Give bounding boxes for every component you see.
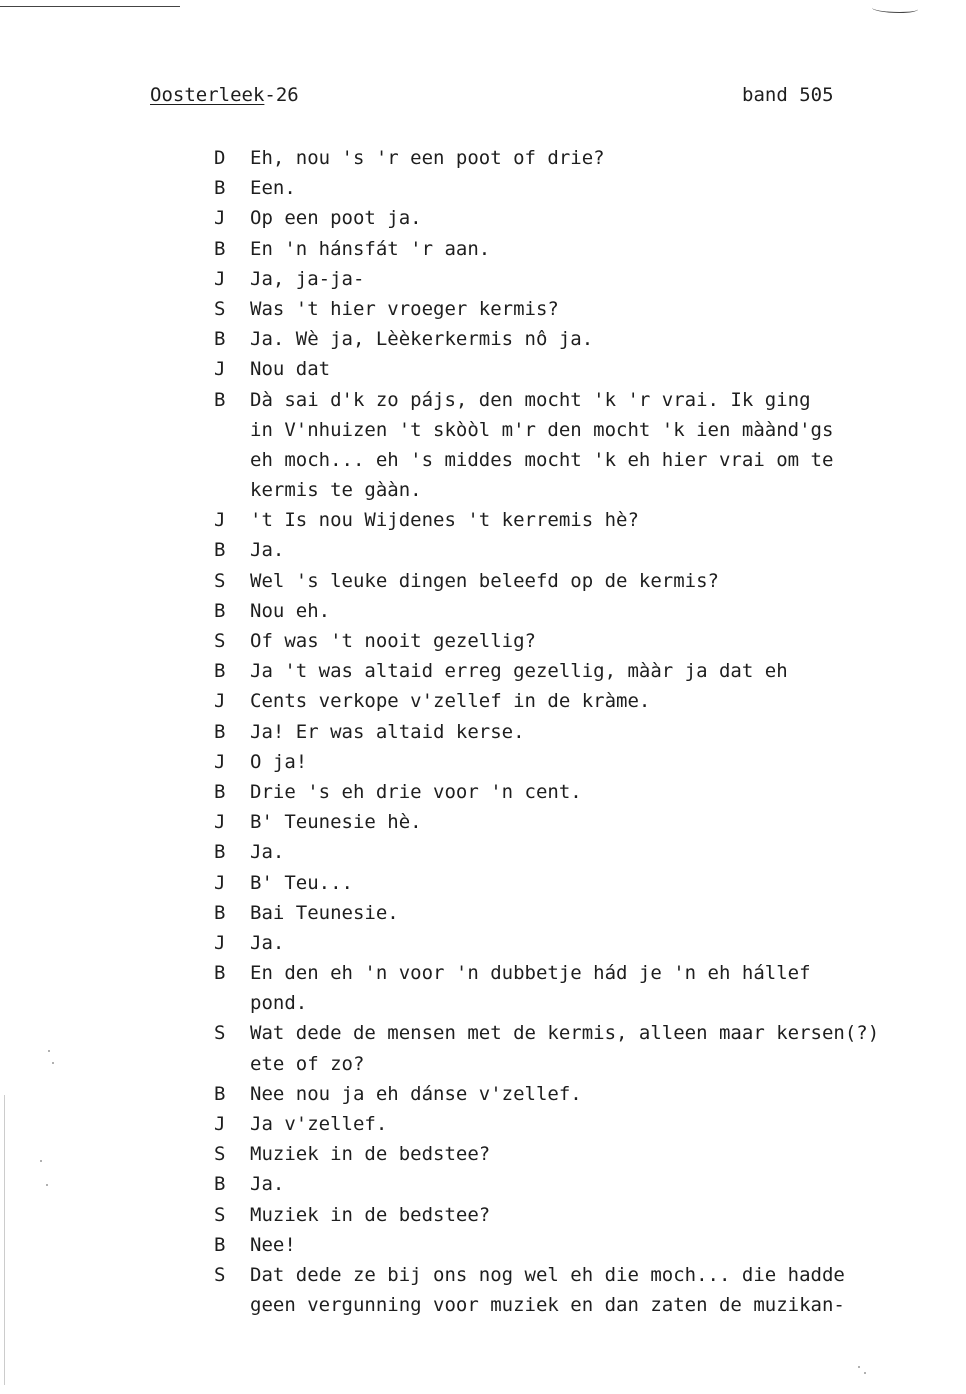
transcript-turn <box>0 234 966 264</box>
paper-speck <box>48 1050 50 1052</box>
speaker-initial: J <box>214 931 226 954</box>
utterance-line: Was 't hier vroeger kermis? <box>250 297 559 320</box>
utterance-line: Drie 's eh drie voor 'n cent. <box>250 780 582 803</box>
utterance-line: En 'n hánsfát 'r aan. <box>250 237 491 260</box>
transcript-turn <box>0 777 966 807</box>
transcript-turn <box>0 656 966 686</box>
transcript-turn <box>0 898 966 928</box>
utterance-line: geen vergunning voor muziek en dan zaten de muzikan- <box>250 1294 845 1317</box>
transcript-turn <box>0 1230 966 1260</box>
transcript-continuation <box>0 1049 966 1079</box>
utterance-line: Dà sai d'k zo pájs, den mocht 'k 'r vrai. Ik ging <box>250 388 811 411</box>
utterance-line: Cents verkope v'zellef in de kràme. <box>250 690 651 713</box>
utterance-line: Ja. <box>250 931 285 954</box>
speaker-initial: S <box>214 569 226 592</box>
transcript-turn <box>0 1200 966 1230</box>
utterance-line: Muziek in de bedstee? <box>250 1203 491 1226</box>
utterance-line: B' Teu... <box>250 871 353 894</box>
transcript-turn <box>0 807 966 837</box>
utterance-line: Ja. <box>250 841 285 864</box>
utterance-line: En den eh 'n voor 'n dubbetje hád je 'n eh hállef <box>250 962 811 985</box>
utterance-line: Ja! Er was altaid kerse. <box>250 720 525 743</box>
speaker-initial: J <box>214 690 226 713</box>
speaker-initial: B <box>214 599 226 622</box>
transcript-turn <box>0 837 966 867</box>
utterance-line: Ja. Wè ja, Lèèkerkermis nô ja. <box>250 328 594 351</box>
transcript-turn <box>0 1139 966 1169</box>
transcript-continuation <box>0 988 966 1018</box>
speaker-initial: B <box>214 720 226 743</box>
paper-speck <box>46 1184 48 1186</box>
speaker-initial: J <box>214 811 226 834</box>
transcript-turn <box>0 173 966 203</box>
header-place <box>150 84 299 106</box>
transcript-turn <box>0 354 966 384</box>
speaker-initial: J <box>214 750 226 773</box>
utterance-line: Nee nou ja eh dánse v'zellef. <box>250 1082 582 1105</box>
utterance-line: O ja! <box>250 750 308 773</box>
speaker-initial: D <box>214 147 226 169</box>
speaker-initial: B <box>214 1173 226 1196</box>
transcript-turn <box>0 1079 966 1109</box>
speaker-initial: B <box>214 780 226 803</box>
paper-speck <box>858 1366 860 1368</box>
transcript-turn <box>0 264 966 294</box>
corner-pen-mark <box>872 4 918 13</box>
transcript-turn <box>0 1169 966 1199</box>
utterance-line: Ja v'zellef. <box>250 1113 388 1135</box>
speaker-initial: J <box>214 207 226 230</box>
speaker-initial: J <box>214 358 226 381</box>
utterance-line: ete of zo? <box>250 1052 365 1075</box>
transcript-turn <box>0 686 966 716</box>
utterance-line: Muziek in de bedstee? <box>250 1143 491 1166</box>
paper-speck <box>52 1062 54 1064</box>
transcript-turn <box>0 535 966 565</box>
speaker-initial: B <box>214 177 226 200</box>
transcript-turn <box>0 928 966 958</box>
transcript-turn <box>0 626 966 656</box>
transcript-turn <box>0 717 966 747</box>
paper-speck <box>864 1372 866 1374</box>
speaker-initial: B <box>214 962 226 985</box>
utterance-line: Ja. <box>250 1173 285 1196</box>
transcript-turn <box>0 596 966 626</box>
speaker-initial: B <box>214 237 226 260</box>
transcript-turn <box>0 294 966 324</box>
speaker-initial: B <box>214 388 226 411</box>
utterance-line: Een. <box>250 177 296 200</box>
utterance-line: B' Teunesie hè. <box>250 811 422 834</box>
transcript-turn <box>0 566 966 596</box>
speaker-initial: J <box>214 871 226 894</box>
transcript-turn <box>0 958 966 988</box>
transcript-turn <box>0 747 966 777</box>
transcript-turn <box>0 1109 966 1139</box>
utterance-line: Nou eh. <box>250 599 331 622</box>
transcript <box>0 143 966 1320</box>
utterance-line: Ja 't was altaid erreg gezellig, mààr ja dat eh <box>250 660 788 683</box>
utterance-line: Wel 's leuke dingen beleefd op de kermis? <box>250 569 719 592</box>
speaker-initial: B <box>214 328 226 351</box>
utterance-line: in V'nhuizen 't skòòl m'r den mocht 'k ien màànd'gs <box>250 418 834 441</box>
speaker-initial: J <box>214 509 226 532</box>
speaker-initial: J <box>214 267 226 290</box>
transcript-turn <box>0 1018 966 1048</box>
utterance-line: Nee! <box>250 1233 296 1256</box>
utterance-line: eh moch... eh 's middes mocht 'k eh hier vrai om te <box>250 448 834 471</box>
speaker-initial: S <box>214 630 226 652</box>
utterance-line: Eh, nou 's 'r een poot of drie? <box>250 147 605 169</box>
header-band: band 505 <box>742 84 834 106</box>
utterance-line: pond. <box>250 992 308 1015</box>
paper-speck <box>40 1160 42 1162</box>
transcript-turn <box>0 143 966 173</box>
utterance-line: 't Is nou Wijdenes 't kerremis hè? <box>250 509 639 532</box>
utterance-line: Nou dat <box>250 358 331 381</box>
speaker-initial: B <box>214 1082 226 1105</box>
speaker-initial: S <box>214 297 226 320</box>
speaker-initial: B <box>214 1233 226 1256</box>
utterance-line: Dat dede ze bij ons nog wel eh die moch... die hadde <box>250 1263 845 1286</box>
transcript-turn <box>0 868 966 898</box>
transcript-turn <box>0 324 966 354</box>
speaker-initial: B <box>214 539 226 562</box>
top-rule-line <box>0 6 180 7</box>
utterance-line: Ja, ja-ja- <box>250 267 365 290</box>
utterance-line: Of was 't nooit gezellig? <box>250 630 536 652</box>
transcript-turn <box>0 203 966 233</box>
speaker-initial: B <box>214 660 226 683</box>
page-header <box>0 84 966 112</box>
speaker-initial: B <box>214 901 226 924</box>
header-place-name: Oosterleek <box>150 84 265 106</box>
transcript-continuation <box>0 1290 966 1320</box>
transcript-turn <box>0 385 966 415</box>
utterance-line: Ja. <box>250 539 285 562</box>
speaker-initial: B <box>214 841 226 864</box>
utterance-line: Op een poot ja. <box>250 207 422 230</box>
speaker-initial: S <box>214 1022 226 1045</box>
transcript-continuation <box>0 415 966 445</box>
transcript-turn <box>0 505 966 535</box>
header-page-number: -26 <box>264 84 299 106</box>
speaker-initial: S <box>214 1143 226 1166</box>
utterance-line: kermis te gààn. <box>250 479 422 502</box>
utterance-line: Bai Teunesie. <box>250 901 399 924</box>
speaker-initial: J <box>214 1113 226 1135</box>
speaker-initial: S <box>214 1263 226 1286</box>
transcript-continuation <box>0 475 966 505</box>
transcript-continuation <box>0 445 966 475</box>
transcript-turn <box>0 1260 966 1290</box>
utterance-line: Wat dede de mensen met de kermis, alleen maar kersen(?) <box>250 1022 880 1045</box>
speaker-initial: S <box>214 1203 226 1226</box>
